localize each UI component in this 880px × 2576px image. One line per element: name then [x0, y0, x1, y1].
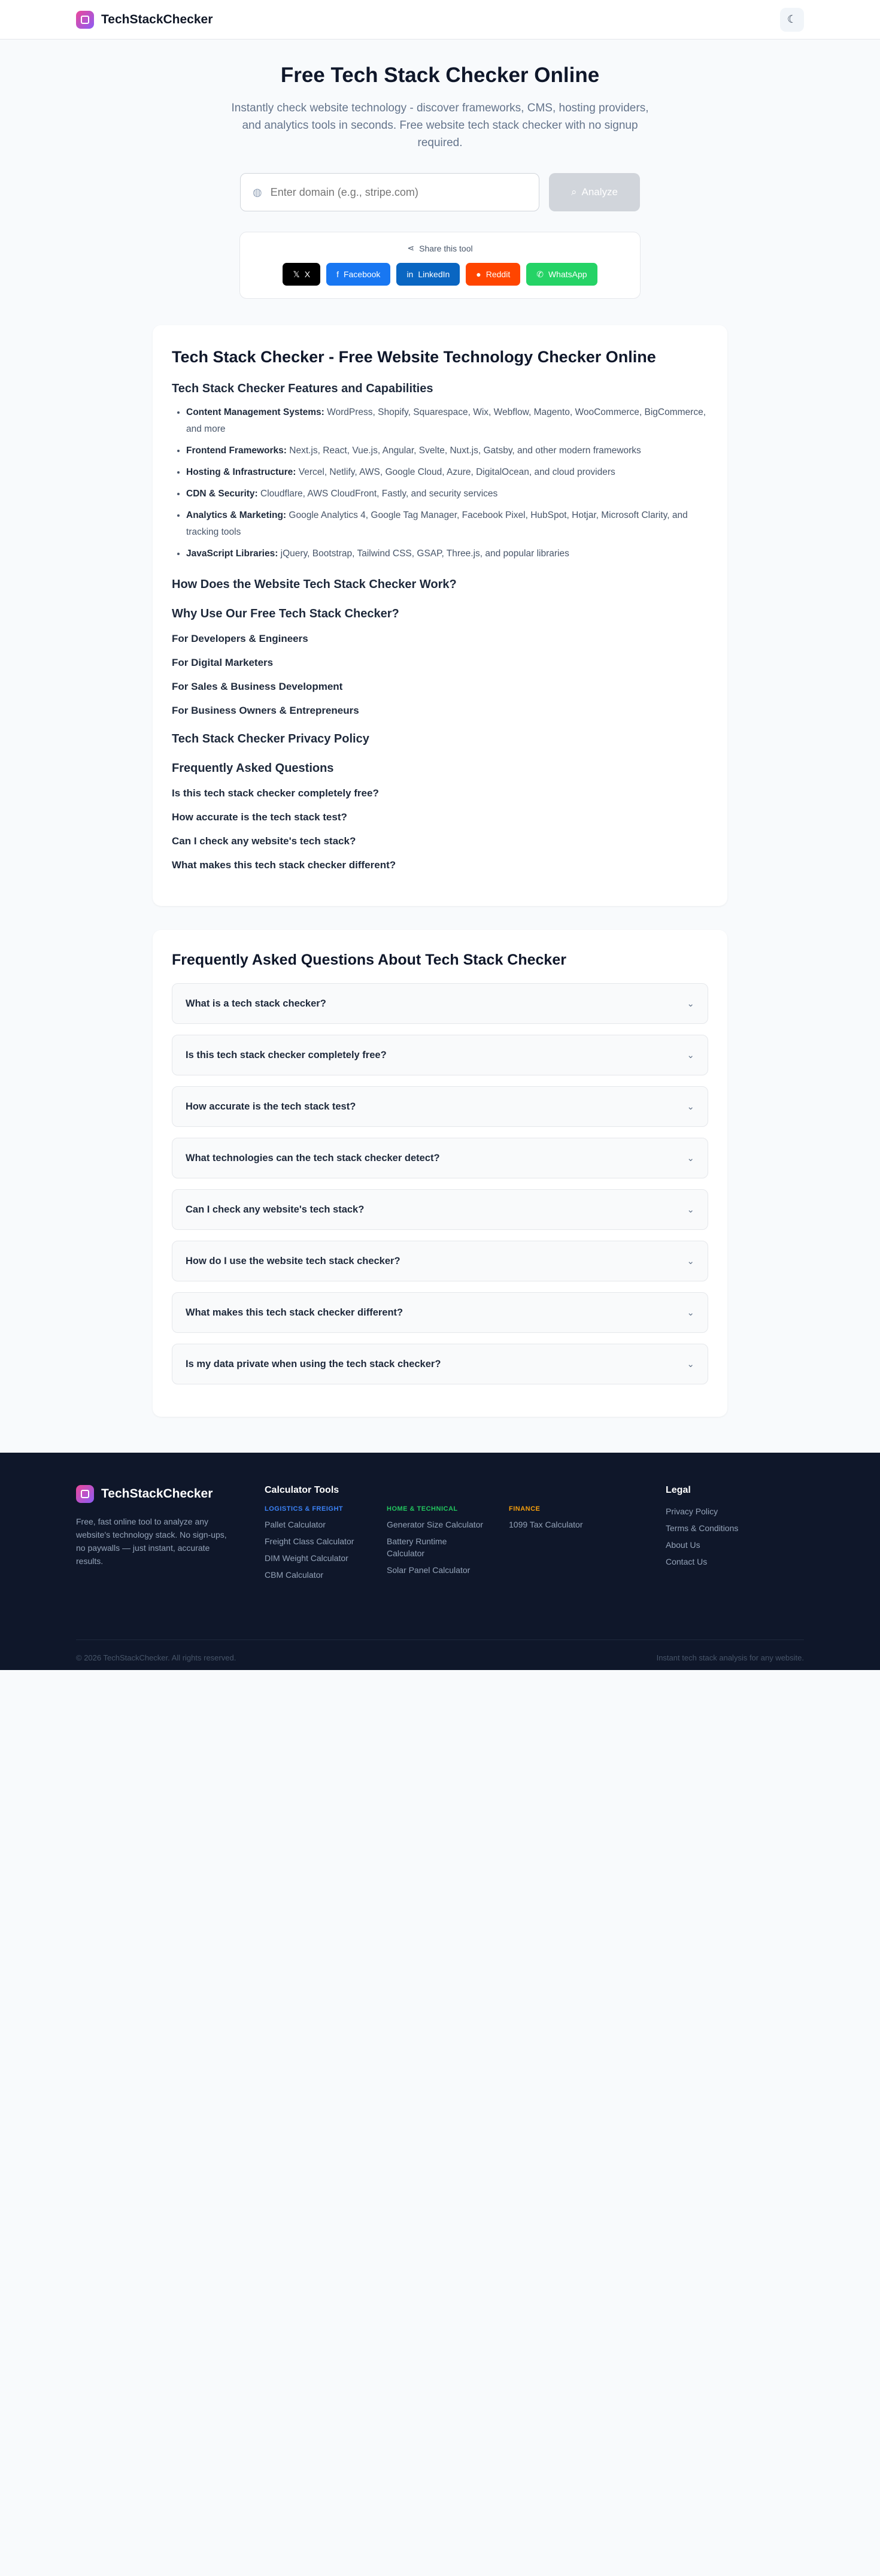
chevron-down-icon: ⌄ [687, 1256, 694, 1266]
owners-heading: For Business Owners & Entrepreneurs [172, 705, 359, 716]
domain-search-box [240, 173, 539, 211]
globe-icon: ◍ [253, 186, 262, 198]
footer-brand [76, 1485, 265, 1586]
facebook-icon: f [336, 269, 339, 279]
faq-question: Is this tech stack checker completely free? [172, 787, 379, 799]
analyze-button[interactable] [549, 173, 640, 211]
faq-accordion-item[interactable] [172, 1035, 708, 1075]
chevron-down-icon: ⌄ [687, 1205, 694, 1215]
share-facebook-button[interactable] [326, 263, 390, 286]
article-content [153, 325, 727, 906]
footer-link-privacy[interactable]: Privacy Policy [666, 1507, 718, 1516]
chevron-down-icon: ⌄ [687, 1153, 694, 1163]
faq-question: Can I check any website's tech stack? [172, 835, 356, 847]
footer-category-finance [509, 1505, 631, 1586]
footer-link[interactable]: 1099 Tax Calculator [509, 1520, 583, 1529]
faq-question: What makes this tech stack checker different? [172, 859, 396, 871]
footer-brand-link[interactable] [76, 1485, 265, 1503]
footer-tools [265, 1485, 642, 1586]
article-faq-heading: Frequently Asked Questions [172, 762, 334, 775]
privacy-heading: Tech Stack Checker Privacy Policy [172, 732, 369, 745]
share-reddit-label: Reddit [485, 269, 511, 279]
share-title-text: Share this tool [419, 243, 473, 253]
footer-link[interactable]: CBM Calculator [265, 1570, 324, 1580]
search-icon: ⌕ [571, 186, 577, 198]
article-title: Tech Stack Checker - Free Website Technology Checker Online [172, 348, 656, 366]
brand-name: TechStackChecker [101, 12, 213, 26]
top-navbar [0, 0, 880, 40]
footer-link[interactable]: DIM Weight Calculator [265, 1553, 348, 1563]
share-facebook-label: Facebook [343, 269, 381, 279]
developers-heading: For Developers & Engineers [172, 633, 308, 644]
footer-category-home [387, 1505, 509, 1586]
features-heading: Tech Stack Checker Features and Capabilities [172, 382, 433, 395]
footer-brand-name: TechStackChecker [101, 1487, 213, 1501]
sales-heading: For Sales & Business Development [172, 681, 343, 692]
how-heading: How Does the Website Tech Stack Checker Work? [172, 578, 457, 591]
category-label: LOGISTICS & FREIGHT [265, 1505, 344, 1513]
chevron-down-icon: ⌄ [687, 1359, 694, 1369]
faq-question: How accurate is the tech stack test? [172, 811, 347, 823]
feature-item: • Analytics & Marketing: Google Analytics 4, Google Tag Manager, Facebook Pixel, HubSpot, Hotjar, Microsoft Clarity, and tracking tools [186, 507, 708, 541]
whatsapp-icon: ✆ [536, 269, 544, 279]
hero-subtitle: Instantly check website technology - discover frameworks, CMS, hosting providers, and analytics tools in seconds. Free website tech stack checker with no signup required. [231, 102, 649, 149]
chevron-down-icon: ⌄ [687, 1050, 694, 1060]
share-whatsapp-button[interactable] [526, 263, 597, 286]
domain-input[interactable] [271, 186, 527, 199]
feature-item: • Frontend Frameworks: Next.js, React, Vue.js, Angular, Svelte, Nuxt.js, Gatsby, and other modern frameworks [186, 443, 708, 459]
faq-accordion-item[interactable] [172, 1086, 708, 1127]
footer-link-about[interactable]: About Us [666, 1540, 700, 1550]
page-title: Free Tech Stack Checker Online [280, 63, 600, 87]
faq-accordion-item[interactable] [172, 1138, 708, 1178]
feature-item: • CDN & Security: Cloudflare, AWS CloudFront, Fastly, and security services [186, 486, 708, 502]
footer-legal-title: Legal [666, 1485, 691, 1495]
linkedin-icon: in [406, 269, 414, 279]
faq-accordion-item[interactable] [172, 1344, 708, 1384]
share-linkedin-label: LinkedIn [418, 269, 450, 279]
faq-question-label: What is a tech stack checker? [186, 998, 326, 1009]
feature-item: • Content Management Systems: WordPress, Shopify, Squarespace, Wix, Webflow, Magento, WooCommerce, BigCommerce, and more [186, 404, 708, 438]
share-whatsapp-label: WhatsApp [548, 269, 587, 279]
chevron-down-icon: ⌄ [687, 999, 694, 1009]
share-icon: ⋖ [407, 243, 415, 253]
moon-icon: ☾ [787, 13, 797, 25]
footer-link[interactable]: Generator Size Calculator [387, 1520, 484, 1529]
footer-link[interactable]: Battery Runtime Calculator [387, 1536, 447, 1558]
search-row [0, 173, 880, 211]
footer-bottom [76, 1639, 804, 1662]
footer-bottom-tagline: Instant tech stack analysis for any website. [656, 1653, 804, 1662]
faq-question-label: Is this tech stack checker completely free? [186, 1049, 387, 1060]
chevron-down-icon: ⌄ [687, 1102, 694, 1112]
share-linkedin-button[interactable] [396, 263, 460, 286]
faq-accordion-item[interactable] [172, 1292, 708, 1333]
footer-tools-title: Calculator Tools [265, 1485, 339, 1495]
share-x-button[interactable] [283, 263, 320, 286]
site-footer [0, 1453, 880, 1670]
faq-question-label: Can I check any website's tech stack? [186, 1204, 365, 1215]
faq-title: Frequently Asked Questions About Tech Stack Checker [172, 951, 566, 968]
why-heading: Why Use Our Free Tech Stack Checker? [172, 607, 399, 620]
x-icon: 𝕏 [293, 269, 300, 279]
feature-item: • JavaScript Libraries: jQuery, Bootstrap, Tailwind CSS, GSAP, Three.js, and popular libraries [186, 545, 708, 562]
theme-toggle-button[interactable] [780, 8, 804, 32]
footer-category-logistics [265, 1505, 387, 1586]
footer-link[interactable]: Pallet Calculator [265, 1520, 326, 1529]
footer-link[interactable]: Solar Panel Calculator [387, 1565, 471, 1575]
reddit-icon: ● [476, 269, 481, 279]
category-label: FINANCE [509, 1505, 541, 1513]
brand-logo-icon [76, 1485, 94, 1503]
faq-accordion-item[interactable] [172, 1241, 708, 1281]
faq-accordion-item[interactable] [172, 1189, 708, 1230]
copyright: © 2026 TechStackChecker. All rights reserved. [76, 1653, 236, 1662]
faq-question-label: What makes this tech stack checker different? [186, 1307, 403, 1318]
faq-question-label: What technologies can the tech stack checker detect? [186, 1152, 440, 1163]
faq-question-label: How do I use the website tech stack checker? [186, 1255, 400, 1266]
features-list [172, 404, 708, 562]
footer-link-terms[interactable]: Terms & Conditions [666, 1523, 739, 1533]
footer-link-contact[interactable]: Contact Us [666, 1557, 708, 1566]
share-title [240, 243, 640, 253]
footer-tagline: Free, fast online tool to analyze any website's technology stack. No sign-ups, no paywalls — just instant, accurate results. [76, 1517, 227, 1566]
faq-accordion-item[interactable] [172, 983, 708, 1024]
share-x-label: X [304, 269, 311, 279]
share-reddit-button[interactable] [466, 263, 520, 286]
share-buttons [240, 263, 640, 286]
category-label: HOME & TECHNICAL [387, 1505, 458, 1513]
brand-link[interactable] [76, 11, 213, 29]
footer-legal [666, 1485, 738, 1586]
feature-item: • Hosting & Infrastructure: Vercel, Netlify, AWS, Google Cloud, Azure, DigitalOcean, and cloud providers [186, 464, 708, 481]
brand-logo-icon [76, 11, 94, 29]
chevron-down-icon: ⌄ [687, 1308, 694, 1318]
marketers-heading: For Digital Marketers [172, 657, 274, 668]
faq-section [153, 930, 727, 1417]
faq-question-label: How accurate is the tech stack test? [186, 1101, 356, 1112]
footer-link[interactable]: Freight Class Calculator [265, 1536, 354, 1546]
analyze-label: Analyze [581, 186, 618, 198]
faq-question-label: Is my data private when using the tech stack checker? [186, 1358, 441, 1369]
share-card [239, 232, 641, 299]
hero-section [0, 40, 880, 299]
